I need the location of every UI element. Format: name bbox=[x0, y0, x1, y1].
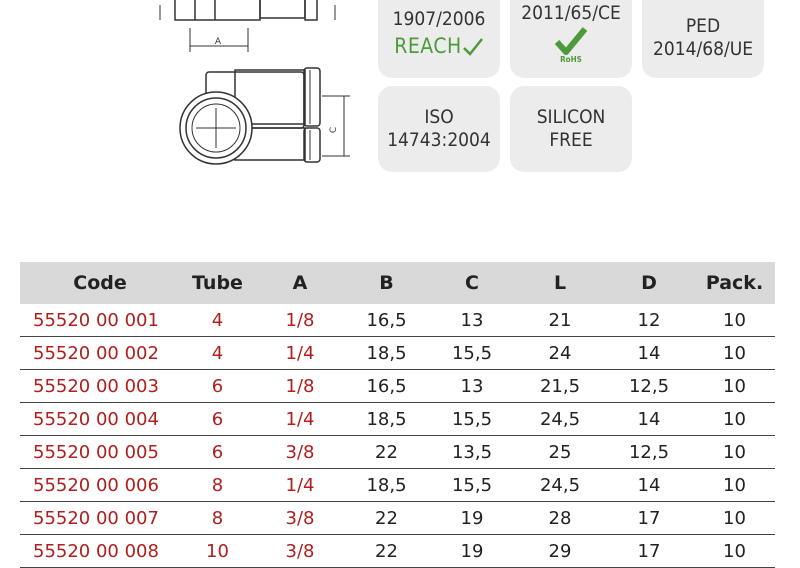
badge-silicon-free bbox=[510, 86, 632, 172]
cell-b: 22 bbox=[345, 436, 428, 469]
badge-iso bbox=[378, 86, 500, 172]
table-row bbox=[20, 304, 775, 337]
cell-code: 55520 00 008 bbox=[20, 535, 180, 568]
cell-c: 13,5 bbox=[428, 436, 516, 469]
check-icon bbox=[462, 37, 484, 57]
table-row bbox=[20, 337, 775, 370]
cell-pack: 10 bbox=[694, 436, 775, 469]
badge-iso-line1: ISO bbox=[424, 106, 454, 128]
header-code: Code bbox=[20, 262, 180, 304]
cell-b: 16,5 bbox=[345, 304, 428, 337]
header-c: C bbox=[428, 262, 516, 304]
cell-tube: 4 bbox=[180, 337, 255, 370]
cell-b: 22 bbox=[345, 535, 428, 568]
cell-a: 3/8 bbox=[255, 502, 345, 535]
badge-rohs-number: 2011/65/CE bbox=[521, 2, 621, 24]
cell-d: 17 bbox=[604, 502, 694, 535]
cell-l: 28 bbox=[516, 502, 604, 535]
header-d: D bbox=[604, 262, 694, 304]
technical-drawing bbox=[140, 0, 370, 175]
cell-l: 21,5 bbox=[516, 370, 604, 403]
cell-pack: 10 bbox=[694, 535, 775, 568]
header-b: B bbox=[345, 262, 428, 304]
cell-l: 29 bbox=[516, 535, 604, 568]
cell-code: 55520 00 007 bbox=[20, 502, 180, 535]
cell-l: 21 bbox=[516, 304, 604, 337]
cell-l: 24,5 bbox=[516, 469, 604, 502]
cell-pack: 10 bbox=[694, 304, 775, 337]
table-row bbox=[20, 403, 775, 436]
cell-b: 16,5 bbox=[345, 370, 428, 403]
cell-l: 24 bbox=[516, 337, 604, 370]
cell-tube: 6 bbox=[180, 370, 255, 403]
badge-reach-number: 1907/2006 bbox=[392, 8, 486, 30]
cell-a: 1/8 bbox=[255, 370, 345, 403]
header-a: A bbox=[255, 262, 345, 304]
cell-c: 19 bbox=[428, 535, 516, 568]
cell-c: 19 bbox=[428, 502, 516, 535]
table-row bbox=[20, 535, 775, 568]
table-row bbox=[20, 502, 775, 535]
badge-silicon-line2: FREE bbox=[549, 129, 593, 151]
spec-table bbox=[20, 262, 775, 568]
table-row bbox=[20, 436, 775, 469]
cell-tube: 8 bbox=[180, 502, 255, 535]
cell-tube: 6 bbox=[180, 403, 255, 436]
cell-a: 1/8 bbox=[255, 304, 345, 337]
badge-iso-line2: 14743:2004 bbox=[387, 129, 491, 151]
cell-b: 18,5 bbox=[345, 403, 428, 436]
cell-code: 55520 00 004 bbox=[20, 403, 180, 436]
cell-pack: 10 bbox=[694, 469, 775, 502]
cell-code: 55520 00 005 bbox=[20, 436, 180, 469]
cell-b: 22 bbox=[345, 502, 428, 535]
cell-code: 55520 00 006 bbox=[20, 469, 180, 502]
cell-c: 15,5 bbox=[428, 337, 516, 370]
cell-tube: 6 bbox=[180, 436, 255, 469]
cell-a: 1/4 bbox=[255, 403, 345, 436]
cell-tube: 8 bbox=[180, 469, 255, 502]
badge-ped-line2: 2014/68/UE bbox=[652, 38, 754, 60]
cell-pack: 10 bbox=[694, 403, 775, 436]
cell-a: 3/8 bbox=[255, 436, 345, 469]
cell-d: 12,5 bbox=[604, 370, 694, 403]
cell-l: 25 bbox=[516, 436, 604, 469]
cell-tube: 10 bbox=[180, 535, 255, 568]
cell-b: 18,5 bbox=[345, 469, 428, 502]
cell-c: 13 bbox=[428, 370, 516, 403]
cell-tube: 4 bbox=[180, 304, 255, 337]
header-l: L bbox=[516, 262, 604, 304]
header-pack: Pack. bbox=[694, 262, 775, 304]
cell-a: 3/8 bbox=[255, 535, 345, 568]
cell-pack: 10 bbox=[694, 370, 775, 403]
cell-b: 18,5 bbox=[345, 337, 428, 370]
badge-rohs bbox=[510, 0, 632, 78]
badge-reach-mark bbox=[394, 35, 484, 58]
cell-d: 17 bbox=[604, 535, 694, 568]
cell-code: 55520 00 001 bbox=[20, 304, 180, 337]
table-header-row bbox=[20, 262, 775, 304]
cell-d: 12 bbox=[604, 304, 694, 337]
cell-a: 1/4 bbox=[255, 469, 345, 502]
badge-reach-text: REACH bbox=[394, 34, 462, 58]
cell-c: 13 bbox=[428, 304, 516, 337]
cell-d: 14 bbox=[604, 403, 694, 436]
cell-l: 24,5 bbox=[516, 403, 604, 436]
badge-silicon-line1: SILICON bbox=[536, 106, 606, 128]
header-tube: Tube bbox=[180, 262, 255, 304]
dimension-c-label: C bbox=[329, 126, 339, 134]
badge-ped-line1: PED bbox=[685, 15, 721, 37]
cell-c: 15,5 bbox=[428, 469, 516, 502]
check-icon bbox=[554, 27, 588, 55]
cell-a: 1/4 bbox=[255, 337, 345, 370]
cell-c: 15,5 bbox=[428, 403, 516, 436]
cell-d: 14 bbox=[604, 469, 694, 502]
cell-code: 55520 00 002 bbox=[20, 337, 180, 370]
cell-pack: 10 bbox=[694, 502, 775, 535]
cell-pack: 10 bbox=[694, 337, 775, 370]
badge-rohs-text: RoHS bbox=[560, 55, 582, 64]
cell-code: 55520 00 003 bbox=[20, 370, 180, 403]
table-row bbox=[20, 469, 775, 502]
rohs-mark bbox=[554, 27, 588, 64]
table-row bbox=[20, 370, 775, 403]
cell-d: 14 bbox=[604, 337, 694, 370]
dimension-a-label: A bbox=[214, 37, 222, 47]
badge-reach bbox=[378, 0, 500, 78]
badge-ped bbox=[642, 0, 764, 78]
cell-d: 12,5 bbox=[604, 436, 694, 469]
